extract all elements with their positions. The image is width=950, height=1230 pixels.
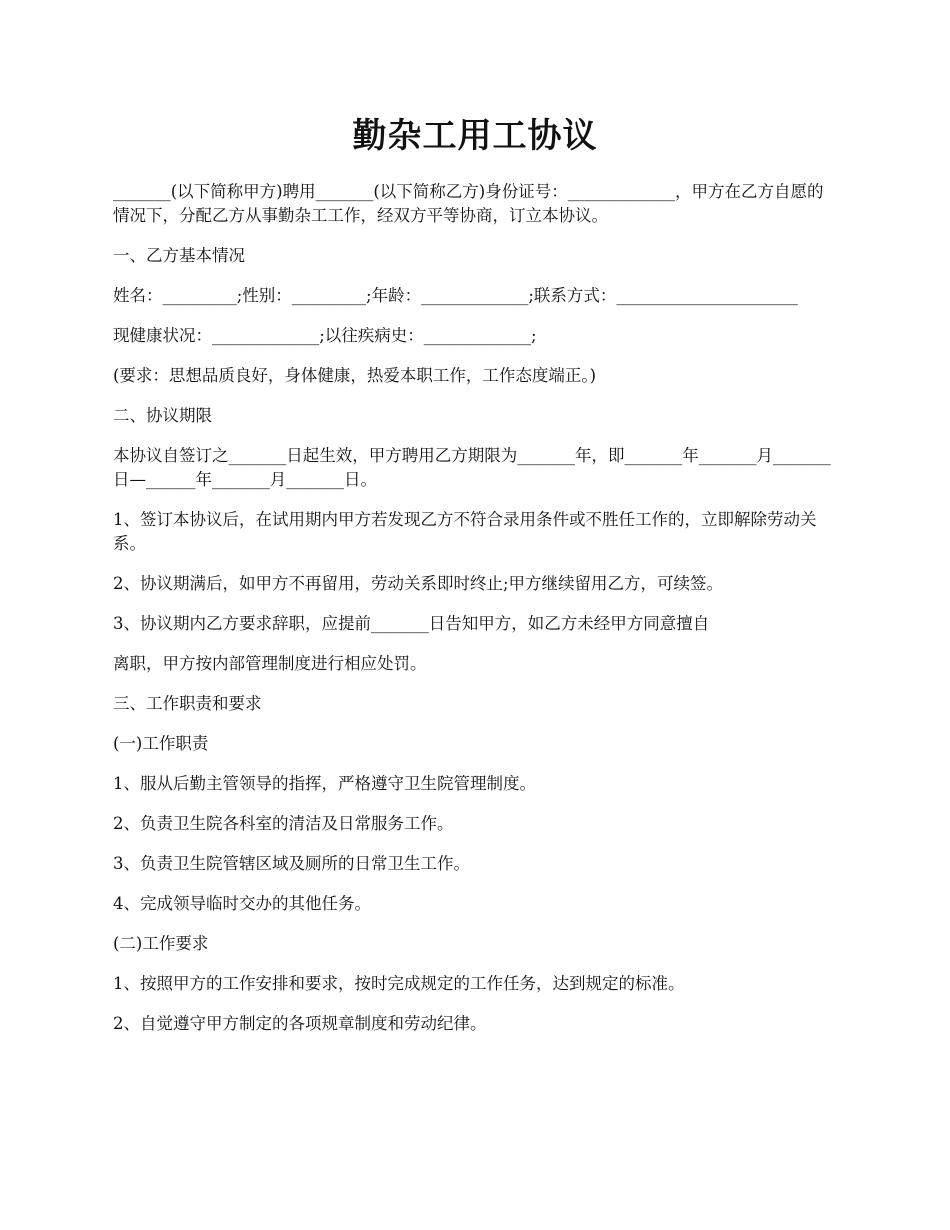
basic-info-fields: 姓名：_________;性别：_________;年龄：_____________;联系方式：______________________ [113, 286, 798, 305]
duty-item-4: 4、完成领导临时交办的其他任务。 [113, 894, 371, 913]
section-heading-2: 二、协议期限 [113, 406, 212, 425]
requirement-item-2: 2、自觉遵守甲方制定的各项规章制度和劳动纪律。 [113, 1014, 487, 1033]
duty-item-1: 1、服从后勤主管领导的指挥，严格遵守卫生院管理制度。 [113, 774, 536, 793]
subheading-requirements: (二)工作要求 [113, 934, 209, 953]
requirement-item-1: 1、按照甲方的工作安排和要求，按时完成规定的工作任务，达到规定的标准。 [113, 974, 685, 993]
requirements-note: (要求：思想品质良好，身体健康，热爱本职工作，工作态度端正。) [113, 366, 597, 385]
subheading-duties: (一)工作职责 [113, 734, 209, 753]
duty-item-2: 2、负责卫生院各科室的清洁及日常服务工作。 [113, 814, 454, 833]
clause-1: 1、签订本协议后，在试用期内甲方若发现乙方不符合录用条件或不胜任工作的，立即解除劳动关系。 [113, 510, 817, 553]
intro-paragraph: _______(以下简称甲方)聘用_______(以下简称乙方)身份证号：_____________，甲方在乙方自愿的情况下，分配乙方从事勤杂工工作，经双方平等协商，订立本协议。 [113, 182, 824, 225]
clause-3: 3、协议期内乙方要求辞职，应提前_______日告知甲方，如乙方未经甲方同意擅自 [113, 614, 710, 633]
document-title: 勤杂工用工协议 [352, 116, 598, 156]
document-body [113, 180, 835, 1052]
clause-3-continued: 离职，甲方按内部管理制度进行相应处罚。 [113, 654, 427, 673]
term-paragraph: 本协议自签订之_______日起生效，甲方聘用乙方期限为_______年，即_______年_______月_______日—______年_______月_______日。 [113, 446, 831, 489]
duty-item-3: 3、负责卫生院管辖区域及厕所的日常卫生工作。 [113, 854, 470, 873]
section-heading-3: 三、工作职责和要求 [113, 694, 262, 713]
section-heading-1: 一、乙方基本情况 [113, 246, 245, 265]
clause-2: 2、协议期满后，如甲方不再留用，劳动关系即时终止;甲方继续留用乙方，可续签。 [113, 574, 724, 593]
health-fields: 现健康状况：_____________;以往疾病史：_____________; [113, 326, 537, 345]
